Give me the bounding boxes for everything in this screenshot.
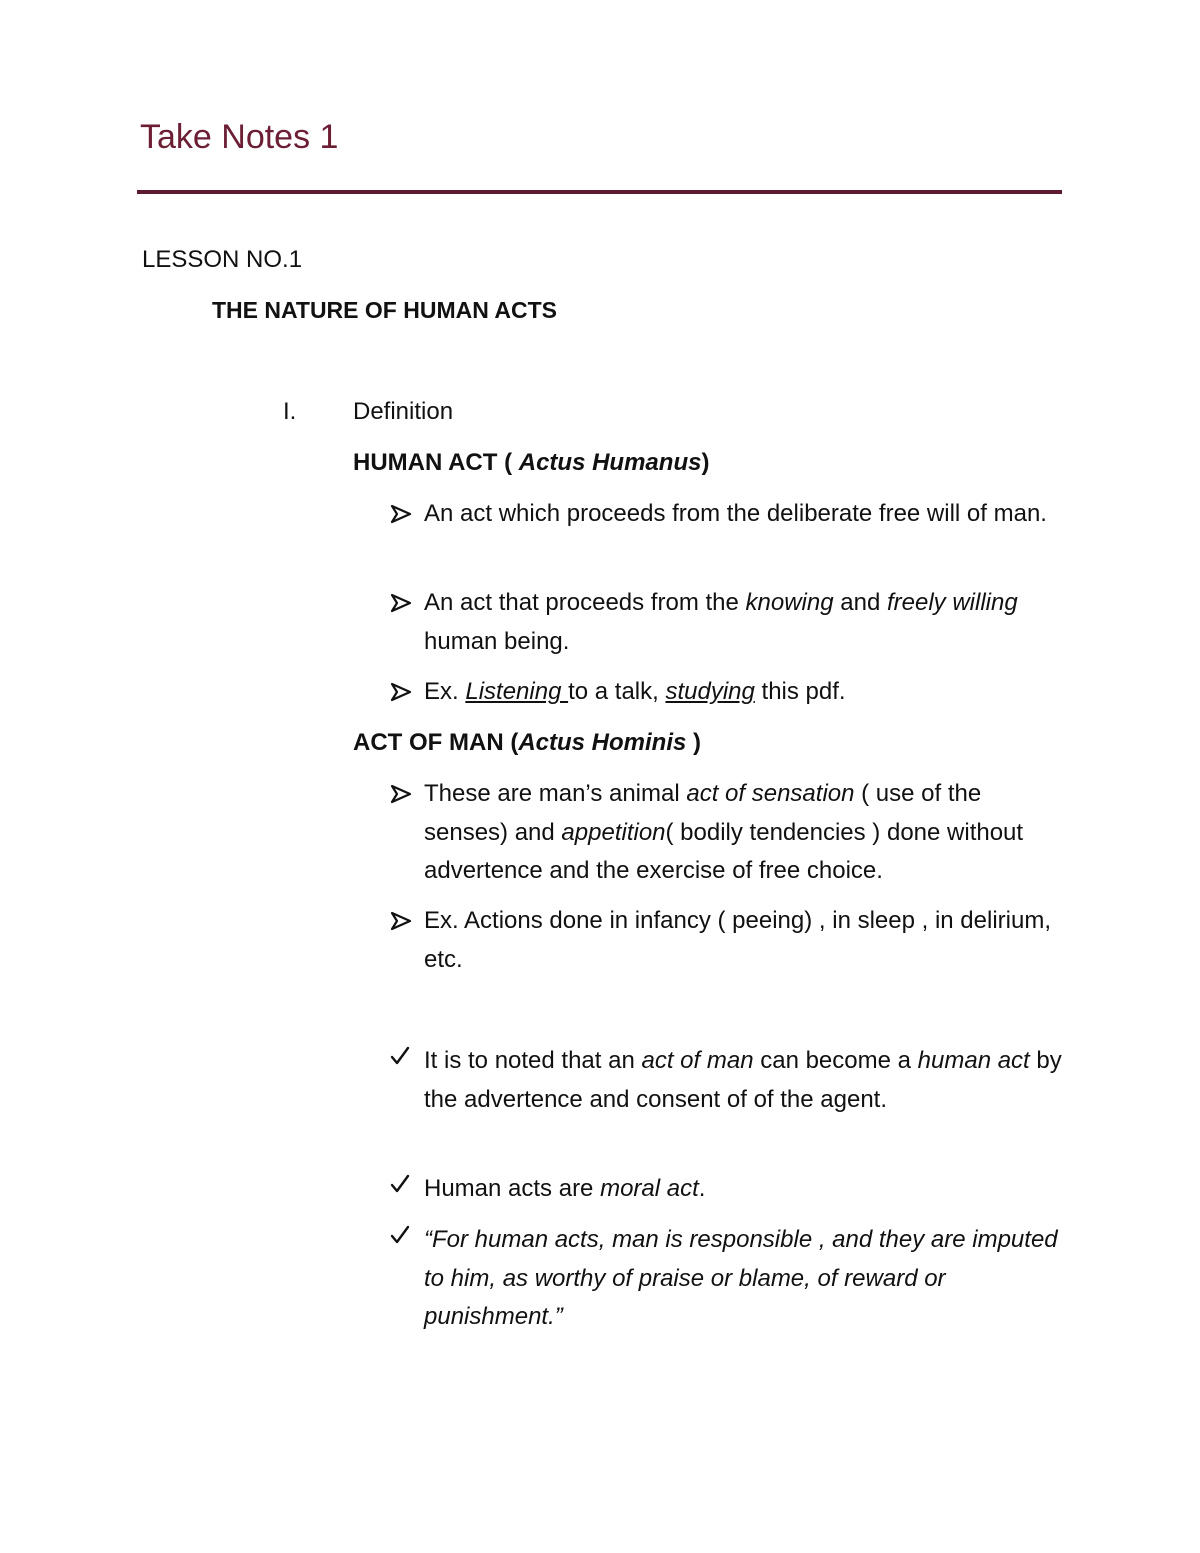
aom-bullet-1-italic-sensation: act of sensation <box>686 780 855 807</box>
note-2-text-b: . <box>698 1175 706 1202</box>
act-of-man-heading-text: ACT OF MAN ( <box>353 729 519 756</box>
aom-bullet-1-text-a: These are man’s animal <box>424 780 687 807</box>
note-3 <box>424 1221 1064 1337</box>
arrow-bullet-icon <box>390 504 412 524</box>
arrow-bullet-icon <box>390 784 412 804</box>
note-2-italic-moral-act: moral act <box>600 1175 699 1202</box>
title-divider <box>137 190 1062 194</box>
human-act-bullet-1 <box>424 495 1064 534</box>
page-title: Take Notes 1 <box>140 118 339 156</box>
act-of-man-heading <box>353 729 701 757</box>
checkmark-icon <box>390 1046 410 1066</box>
section-title: Definition <box>353 398 454 425</box>
lesson-title: THE NATURE OF HUMAN ACTS <box>212 297 557 323</box>
checkmark-icon <box>390 1225 410 1245</box>
arrow-bullet-icon <box>390 593 412 613</box>
arrow-bullet-icon <box>390 682 412 702</box>
arrow-bullet-icon <box>390 911 412 931</box>
aom-bullet-1-text-c: ( bodily tendencies ) done without advertence and the exercise of free choice. <box>424 818 1024 884</box>
aom-bullet-2-text: Ex. Actions done in infancy ( peeing) , in sleep , in delirium, etc. <box>424 907 1051 973</box>
note-1-italic-act-of-man: act of man <box>641 1047 754 1074</box>
note-3-quote: “For human acts, man is responsible , and they are imputed to him, as worthy of praise or blame, of reward or punishment.” <box>424 1226 1058 1330</box>
checkmark-icon <box>390 1174 410 1194</box>
human-act-heading-close: ) <box>701 449 710 476</box>
note-1-italic-human-act: human act <box>917 1047 1030 1074</box>
bullet-2-italic-knowing: knowing <box>745 589 834 616</box>
section-numeral: I. <box>283 398 297 425</box>
act-of-man-bullet-2 <box>424 902 1064 979</box>
aom-bullet-1-italic-appetition: appetition <box>561 818 666 846</box>
bullet-2-text-a: An act that proceeds from the <box>424 589 746 616</box>
human-act-heading <box>353 449 709 477</box>
bullet-2-text-b: and <box>833 589 887 616</box>
note-1 <box>424 1042 1064 1119</box>
note-1-text-a: It is to noted that an <box>424 1047 642 1074</box>
aom-bullet-1-text-b: ( use of the senses) and <box>424 780 982 846</box>
act-of-man-bullet-1 <box>424 775 1064 891</box>
bullet-3-underlined-studying: studying <box>665 678 755 705</box>
human-act-latin-term: Actus Humanus <box>518 449 702 476</box>
note-1-text-c: by the advertence and consent of of the agent. <box>424 1047 1062 1113</box>
note-2-text-a: Human acts are <box>424 1175 601 1202</box>
bullet-3-text-b: to a talk, <box>568 678 666 705</box>
bullet-3-underlined-listening: Listening <box>465 678 569 705</box>
note-2 <box>424 1170 1064 1209</box>
lesson-number: LESSON NO.1 <box>142 246 303 273</box>
human-act-bullet-3 <box>424 673 1064 712</box>
note-1-text-b: can become a <box>753 1047 918 1074</box>
human-act-bullet-1-text: An act which proceeds from the deliberate free will of man. <box>424 500 1047 527</box>
bullet-2-text-c: human being. <box>424 627 570 655</box>
bullet-3-text-c: this pdf. <box>754 678 846 705</box>
act-of-man-latin-term: Actus Hominis <box>518 729 687 756</box>
bullet-3-text-a: Ex. <box>424 678 466 705</box>
act-of-man-heading-close: ) <box>686 729 702 756</box>
bullet-2-italic-freely-willing: freely willing <box>886 589 1018 616</box>
human-act-heading-text: HUMAN ACT ( <box>353 449 519 476</box>
human-act-bullet-2 <box>424 584 1064 661</box>
